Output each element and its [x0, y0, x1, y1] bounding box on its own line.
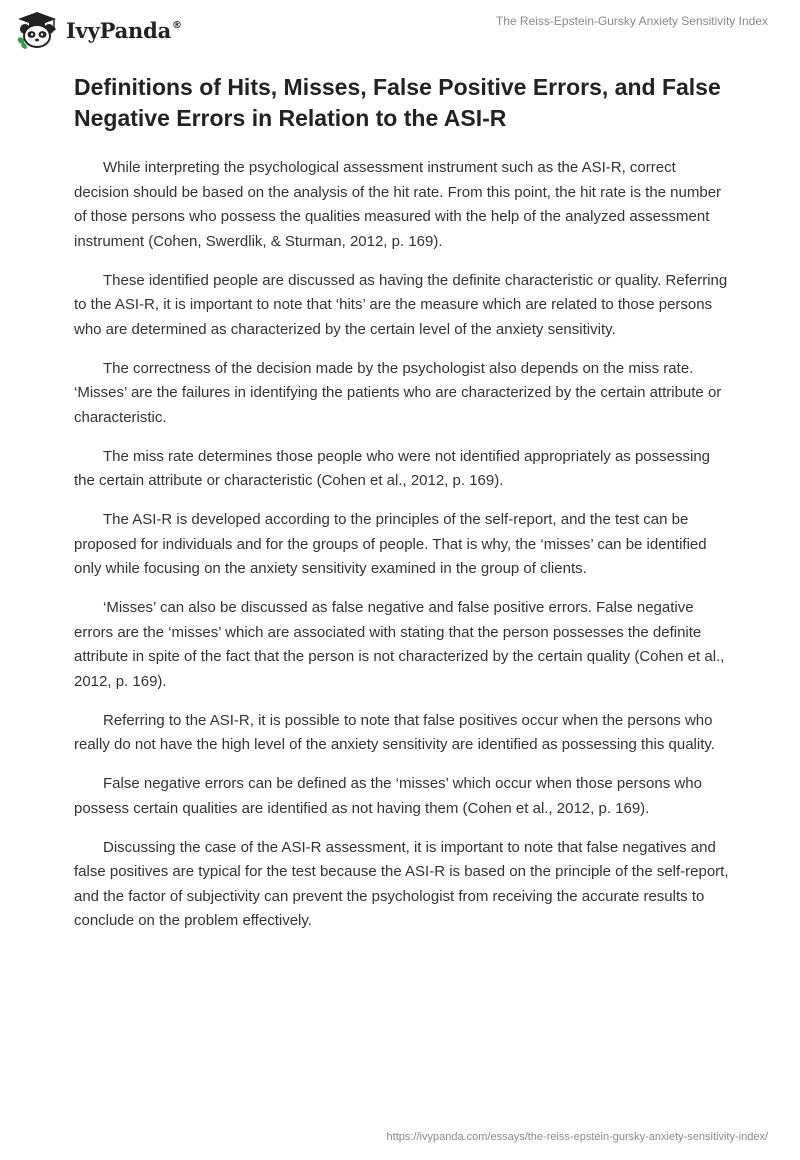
section-heading: Definitions of Hits, Misses, False Positive Errors, and False Negative Errors in Relation to the ASI-R: [74, 74, 721, 131]
paragraph: These identified people are discussed as having the definite characteristic or quality. Referring to the ASI-R, it is important to note that ‘hits’ are the measure which are related to those persons who are determined as characterized by the certain level of the anxiety sensitivity.: [74, 271, 728, 338]
paragraph: While interpreting the psychological assessment instrument such as the ASI-R, correct decision should be based on the analysis of the hit rate. From this point, the hit rate is the number of those persons who possess the qualities measured with the help of the analyzed assessment instrument (Cohen, Swerdlik, & Sturman, 2012, p. 169).: [74, 159, 722, 250]
paragraph: The miss rate determines those people who were not identified appropriately as possessing the certain attribute or characteristic (Cohen et al., 2012, p. 169).: [74, 447, 711, 489]
paragraph: The correctness of the decision made by the psychologist also depends on the miss rate. ‘Misses’ are the failures in identifying the patients who are characterized by the certain attribute or characteristic.: [74, 359, 722, 426]
paragraph: Discussing the case of the ASI-R assessment, it is important to note that false negatives and false positives are typical for the test because the ASI-R is based on the principle of the self-report, and the factor of subjectivity can prevent the psychologist from receiving the accurate results to conclude on the problem effectively.: [74, 838, 729, 929]
ivypanda-logo[interactable]: [14, 10, 182, 50]
article-body: [74, 72, 734, 948]
paragraph: Referring to the ASI-R, it is possible to note that false positives occur when the persons who really do not have the high level of the anxiety sensitivity are identified as possessing this quality.: [74, 711, 715, 753]
paragraph: False negative errors can be defined as the ‘misses’ which occur when those persons who possess certain qualities are identified as not having them (Cohen et al., 2012, p. 169).: [74, 775, 702, 817]
logo-text: IvyPanda®: [66, 17, 182, 43]
source-url[interactable]: https://ivypanda.com/essays/the-reiss-epstein-gursky-anxiety-sensitivity-index/: [386, 1131, 768, 1143]
panda-graduate-icon: [14, 10, 60, 50]
document-title: The Reiss-Epstein-Gursky Anxiety Sensitivity Index: [495, 14, 768, 28]
paragraph: The ASI-R is developed according to the principles of the self-report, and the test can be proposed for individuals and for the groups of people. That is why, the ‘misses’ can be identified only while focusing on the anxiety sensitivity examined in the group of clients.: [74, 511, 707, 577]
paragraph: ‘Misses’ can also be discussed as false negative and false positive errors. False negative errors are the ‘misses’ which are associated with stating that the person possesses the definite attribute in spite of the fact that the person is not characterized by the certain quality (Cohen et al., 2012, p. 169).: [74, 599, 725, 690]
page-header: [0, 0, 800, 60]
